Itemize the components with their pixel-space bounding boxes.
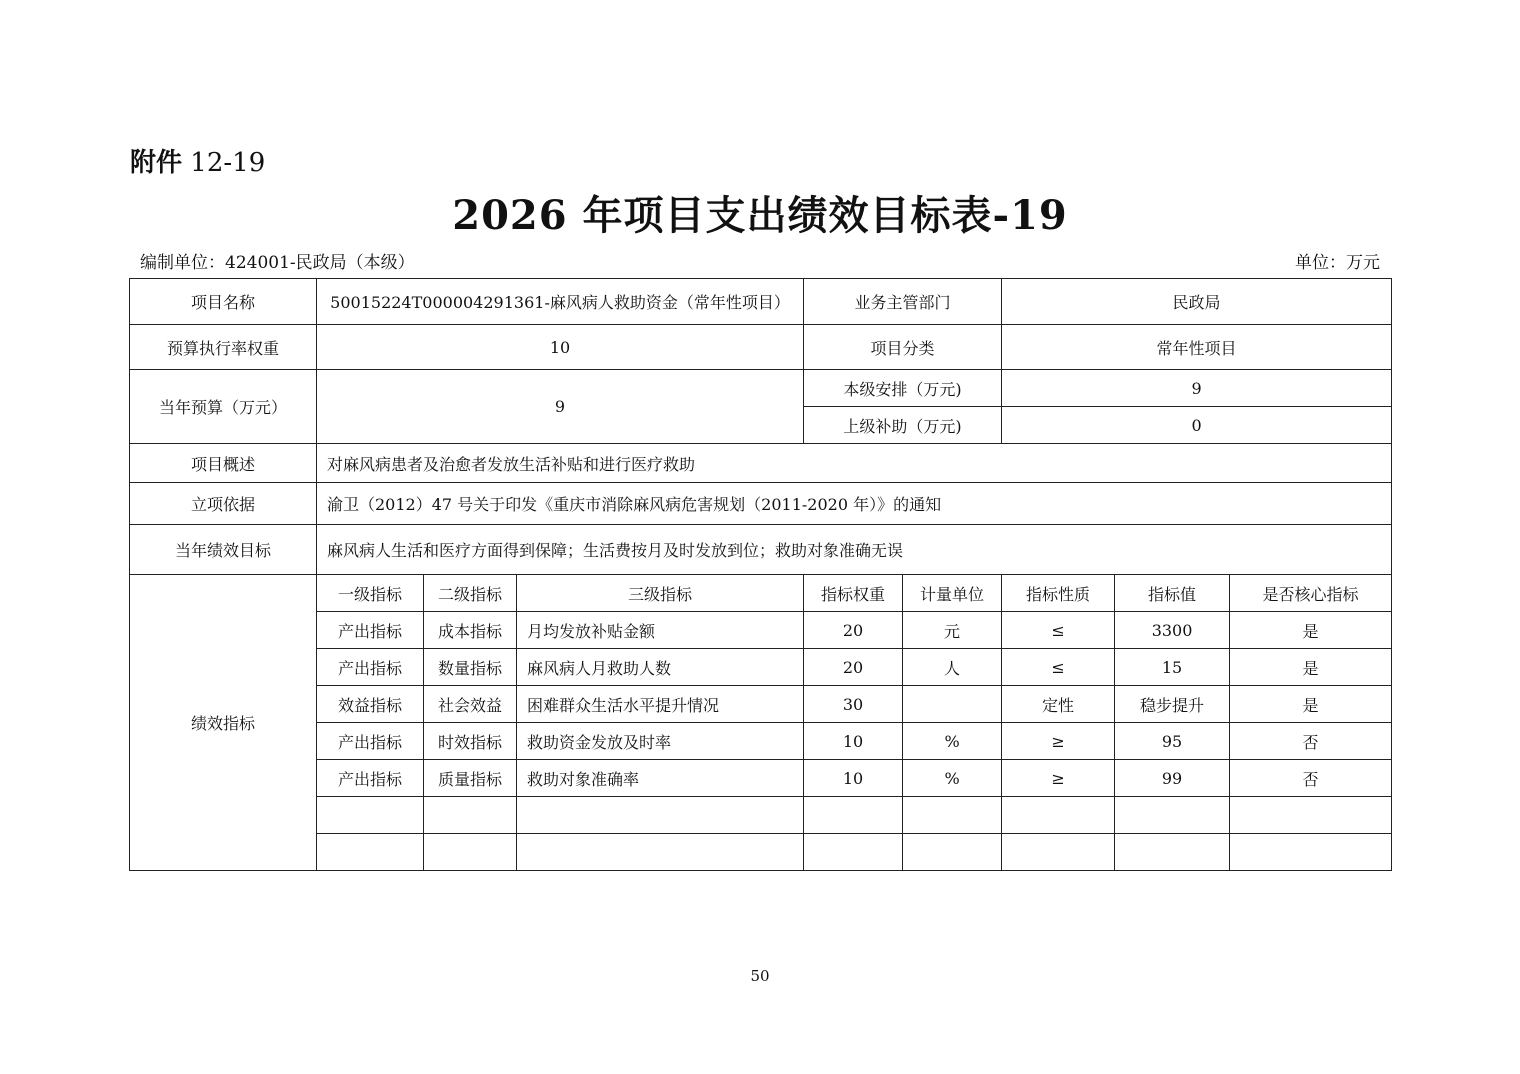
cell-unit: [903, 834, 1002, 871]
row-goal: [130, 525, 1392, 575]
category-value: 常年性项目: [1002, 325, 1392, 370]
cell-level1: 产出指标: [317, 612, 424, 649]
cell-level3: 救助资金发放及时率: [517, 723, 804, 760]
project-name-value: 50015224T000004291361-麻风病人救助资金（常年性项目）: [317, 279, 804, 325]
cell-nature: 定性: [1002, 686, 1115, 723]
cell-nature: ≥: [1002, 760, 1115, 797]
cell-level2: 社会效益: [424, 686, 517, 723]
cell-nature: ≤: [1002, 612, 1115, 649]
cell-core: [1230, 797, 1392, 834]
cell-level2: 时效指标: [424, 723, 517, 760]
cell-nature: [1002, 797, 1115, 834]
cell-value: 95: [1115, 723, 1230, 760]
table-row-empty: [130, 797, 1392, 834]
cell-core: 是: [1230, 686, 1392, 723]
header-level2: 二级指标: [424, 575, 517, 612]
cell-unit: %: [903, 760, 1002, 797]
row-basis: [130, 483, 1392, 525]
cell-weight: [804, 834, 903, 871]
header-core: 是否核心指标: [1230, 575, 1392, 612]
header-nature: 指标性质: [1002, 575, 1115, 612]
cell-value: [1115, 797, 1230, 834]
budget-label: 当年预算（万元）: [130, 370, 317, 444]
overview-value: 对麻风病患者及治愈者发放生活补贴和进行医疗救助: [317, 444, 1392, 483]
cell-unit: 人: [903, 649, 1002, 686]
project-name-label: 项目名称: [130, 279, 317, 325]
cell-level3: [517, 797, 804, 834]
attachment-label: [130, 142, 265, 179]
cell-level1: 产出指标: [317, 760, 424, 797]
cell-core: 是: [1230, 612, 1392, 649]
cell-nature: [1002, 834, 1115, 871]
cell-level2: 质量指标: [424, 760, 517, 797]
goal-value: 麻风病人生活和医疗方面得到保障；生活费按月及时发放到位；救助对象准确无误: [317, 525, 1392, 575]
cell-level1: 产出指标: [317, 649, 424, 686]
header-value: 指标值: [1115, 575, 1230, 612]
cell-level3: 月均发放补贴金额: [517, 612, 804, 649]
cell-core: [1230, 834, 1392, 871]
header-unit: 计量单位: [903, 575, 1002, 612]
dept-label: 业务主管部门: [804, 279, 1002, 325]
performance-table: [129, 278, 1392, 871]
table-row: [130, 612, 1392, 649]
cell-value: [1115, 834, 1230, 871]
cell-level3: 困难群众生活水平提升情况: [517, 686, 804, 723]
attachment-number: 12-19: [190, 148, 266, 178]
cell-level2: [424, 834, 517, 871]
cell-level3: 救助对象准确率: [517, 760, 804, 797]
money-unit: 单位：万元: [1295, 253, 1380, 273]
cell-level1: 产出指标: [317, 723, 424, 760]
table-row-empty: [130, 834, 1392, 871]
cell-value: 稳步提升: [1115, 686, 1230, 723]
header-level3: 三级指标: [517, 575, 804, 612]
table-row: [130, 649, 1392, 686]
cell-weight: 10: [804, 723, 903, 760]
upper-value: 0: [1002, 407, 1392, 444]
cell-weight: 10: [804, 760, 903, 797]
cell-weight: 30: [804, 686, 903, 723]
cell-core: 否: [1230, 760, 1392, 797]
weight-value: 10: [317, 325, 804, 370]
cell-level2: 成本指标: [424, 612, 517, 649]
header-level1: 一级指标: [317, 575, 424, 612]
cell-value: 15: [1115, 649, 1230, 686]
cell-level3: 麻风病人月救助人数: [517, 649, 804, 686]
row-overview: [130, 444, 1392, 483]
header-weight: 指标权重: [804, 575, 903, 612]
row-project-name: [130, 279, 1392, 325]
cell-weight: 20: [804, 612, 903, 649]
table-row: [130, 723, 1392, 760]
cell-core: 否: [1230, 723, 1392, 760]
cell-level1: 效益指标: [317, 686, 424, 723]
weight-label: 预算执行率权重: [130, 325, 317, 370]
budget-value: 9: [317, 370, 804, 444]
cell-level3: [517, 834, 804, 871]
dept-value: 民政局: [1002, 279, 1392, 325]
local-value: 9: [1002, 370, 1392, 407]
page-title: 2026 年项目支出绩效目标表-19: [452, 192, 1068, 239]
cell-level2: 数量指标: [424, 649, 517, 686]
upper-label: 上级补助（万元): [804, 407, 1002, 444]
indicator-header-row: [130, 575, 1392, 612]
cell-level1: [317, 834, 424, 871]
attachment-prefix: 附件: [130, 148, 183, 178]
goal-label: 当年绩效目标: [130, 525, 317, 575]
cell-unit: [903, 797, 1002, 834]
row-weight: [130, 325, 1392, 370]
cell-weight: [804, 797, 903, 834]
cell-value: 99: [1115, 760, 1230, 797]
cell-level2: [424, 797, 517, 834]
cell-weight: 20: [804, 649, 903, 686]
category-label: 项目分类: [804, 325, 1002, 370]
indicators-section-label: 绩效指标: [130, 575, 317, 871]
local-label: 本级安排（万元): [804, 370, 1002, 407]
cell-nature: ≥: [1002, 723, 1115, 760]
cell-unit: [903, 686, 1002, 723]
cell-unit: %: [903, 723, 1002, 760]
cell-level1: [317, 797, 424, 834]
table-row: [130, 686, 1392, 723]
cell-unit: 元: [903, 612, 1002, 649]
table-row: [130, 760, 1392, 797]
cell-core: 是: [1230, 649, 1392, 686]
cell-value: 3300: [1115, 612, 1230, 649]
overview-label: 项目概述: [130, 444, 317, 483]
compiling-unit: 编制单位：424001-民政局（本级）: [140, 253, 415, 273]
row-budget-local: [130, 370, 1392, 407]
page-number: 50: [750, 967, 770, 985]
cell-nature: ≤: [1002, 649, 1115, 686]
basis-value: 渝卫（2012）47 号关于印发《重庆市消除麻风病危害规划（2011-2020 年）》的通知: [317, 483, 1392, 525]
basis-label: 立项依据: [130, 483, 317, 525]
